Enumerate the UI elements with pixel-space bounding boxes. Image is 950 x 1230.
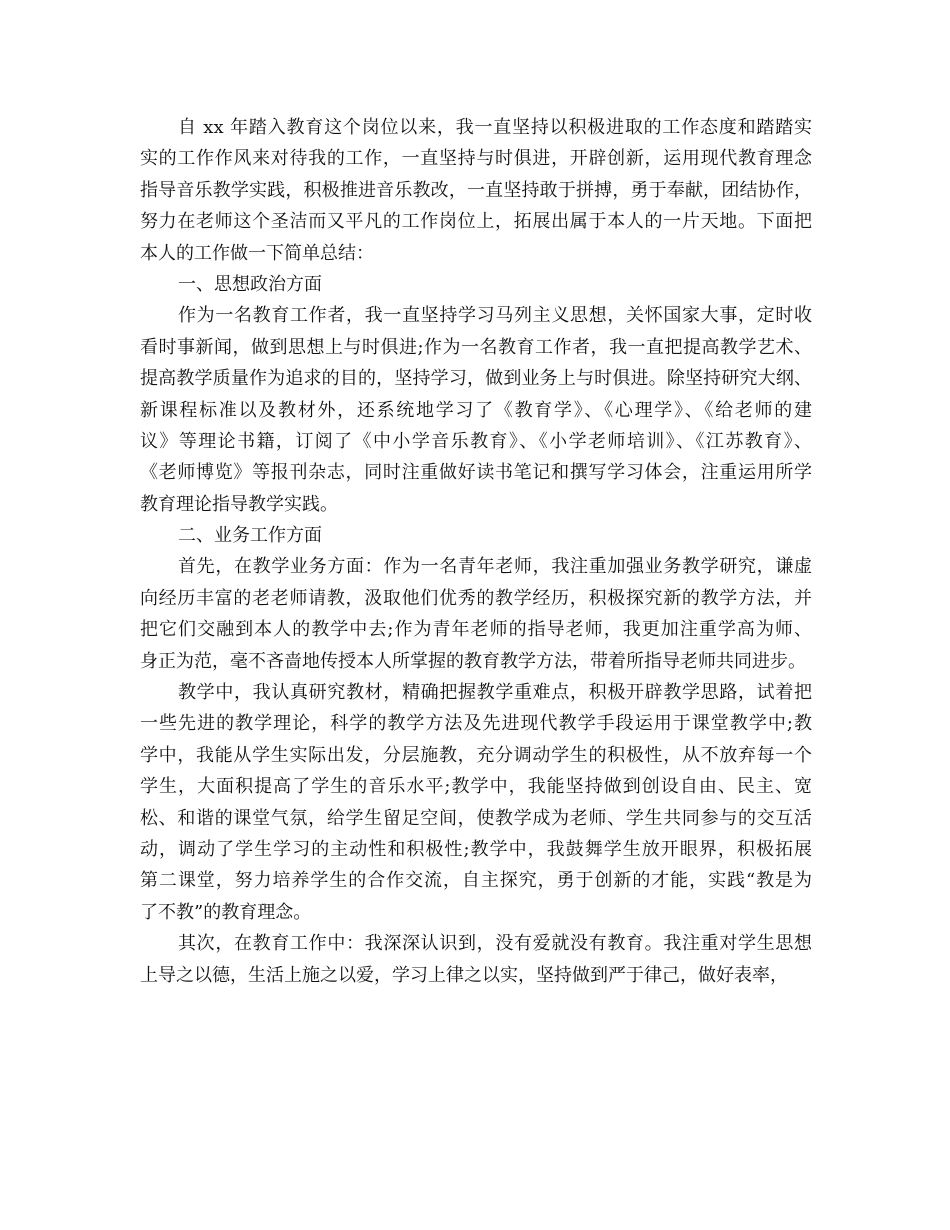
text-line: 自 xx 年踏入教育这个岗位以来，我一直坚持以积极进取的工作态度和踏踏实 bbox=[178, 117, 812, 138]
text-line: 实的工作作风来对待我的工作，一直坚持与时俱进，开辟创新，运用现代教育理念 bbox=[140, 148, 812, 170]
text-line: 学生，大面积提高了学生的音乐水平;教学中，我能坚持做到创设自由、民主、宽 bbox=[140, 776, 812, 798]
text-line: 身正为范，毫不吝啬地传授本人所掌握的教育教学方法，带着所指导老师共同进步。 bbox=[140, 650, 806, 672]
text-line: 作为一名教育工作者，我一直坚持学习马列主义思想，关怀国家大事，定时收 bbox=[178, 305, 812, 327]
section-heading bbox=[140, 269, 812, 300]
text-line: 一些先进的教学理论，科学的教学方法及先进现代教学手段运用于课堂教学中;教 bbox=[140, 713, 812, 735]
body-paragraph bbox=[140, 300, 812, 520]
body-paragraph bbox=[140, 551, 812, 677]
text-line: 议》等理论书籍，订阅了《中小学音乐教育》、《小学老师培训》、《江苏教育》、 bbox=[140, 430, 812, 452]
text-line: 教育理论指导教学实践。 bbox=[140, 493, 338, 515]
text-line: 二、业务工作方面 bbox=[178, 525, 322, 547]
text-line: 动，调动了学生学习的主动性和积极性;教学中，我鼓舞学生放开眼界，积极拓展 bbox=[140, 838, 812, 860]
text-line: 松、和谐的课堂气氛，给学生留足空间，使教学成为老师、学生共同参与的交互活 bbox=[140, 807, 812, 829]
text-line: 看时事新闻，做到思想上与时俱进;作为一名教育工作者，我一直把提高教学艺术、 bbox=[140, 336, 812, 358]
text-line: 本人的工作做一下简单总结： bbox=[140, 242, 374, 264]
text-line: 向经历丰富的老老师请教，汲取他们优秀的教学经历，积极探究新的教学方法，并 bbox=[140, 587, 812, 609]
text-line: 一、思想政治方面 bbox=[178, 273, 322, 295]
text-line: 其次，在教育工作中：我深深认识到，没有爱就没有教育。我注重对学生思想 bbox=[178, 933, 812, 955]
text-line: 学中，我能从学生实际出发，分层施教，充分调动学生的积极性，从不放弃每一个 bbox=[140, 744, 812, 766]
section-heading bbox=[140, 520, 812, 551]
text-line: 第二课堂，努力培养学生的合作交流，自主探究，勇于创新的才能，实践“教是为 bbox=[140, 870, 812, 892]
text-line: 指导音乐教学实践，积极推进音乐教改，一直坚持敢于拼搏，勇于奉献，团结协作， bbox=[140, 179, 812, 201]
body-paragraph bbox=[140, 677, 812, 928]
text-line: 提高教学质量作为追求的目的，坚持学习，做到业务上与时俱进。除坚持研究大纲、 bbox=[140, 368, 812, 390]
text-line: 《老师博览》等报刊杂志，同时注重做好读书笔记和撰写学习体会，注重运用所学 bbox=[140, 462, 812, 484]
text-line: 上导之以德，生活上施之以爱，学习上律之以实，坚持做到严于律己，做好表率， bbox=[140, 964, 788, 986]
document-page bbox=[140, 112, 812, 991]
text-line: 首先，在教学业务方面：作为一名青年老师，我注重加强业务教学研究，谦虚 bbox=[178, 556, 812, 578]
body-paragraph bbox=[140, 112, 812, 269]
body-paragraph bbox=[140, 928, 812, 991]
text-line: 努力在老师这个圣洁而又平凡的工作岗位上，拓展出属于本人的一片天地。下面把 bbox=[140, 211, 812, 233]
text-line: 新课程标准以及教材外，还系统地学习了《教育学》、《心理学》、《给老师的建 bbox=[140, 399, 812, 421]
text-line: 把它们交融到本人的教学中去;作为青年老师的指导老师，我更加注重学高为师、 bbox=[140, 619, 812, 641]
text-line: 了不教”的教育理念。 bbox=[140, 901, 312, 923]
text-line: 教学中，我认真研究教材，精确把握教学重难点，积极开辟教学思路，试着把 bbox=[178, 682, 812, 704]
